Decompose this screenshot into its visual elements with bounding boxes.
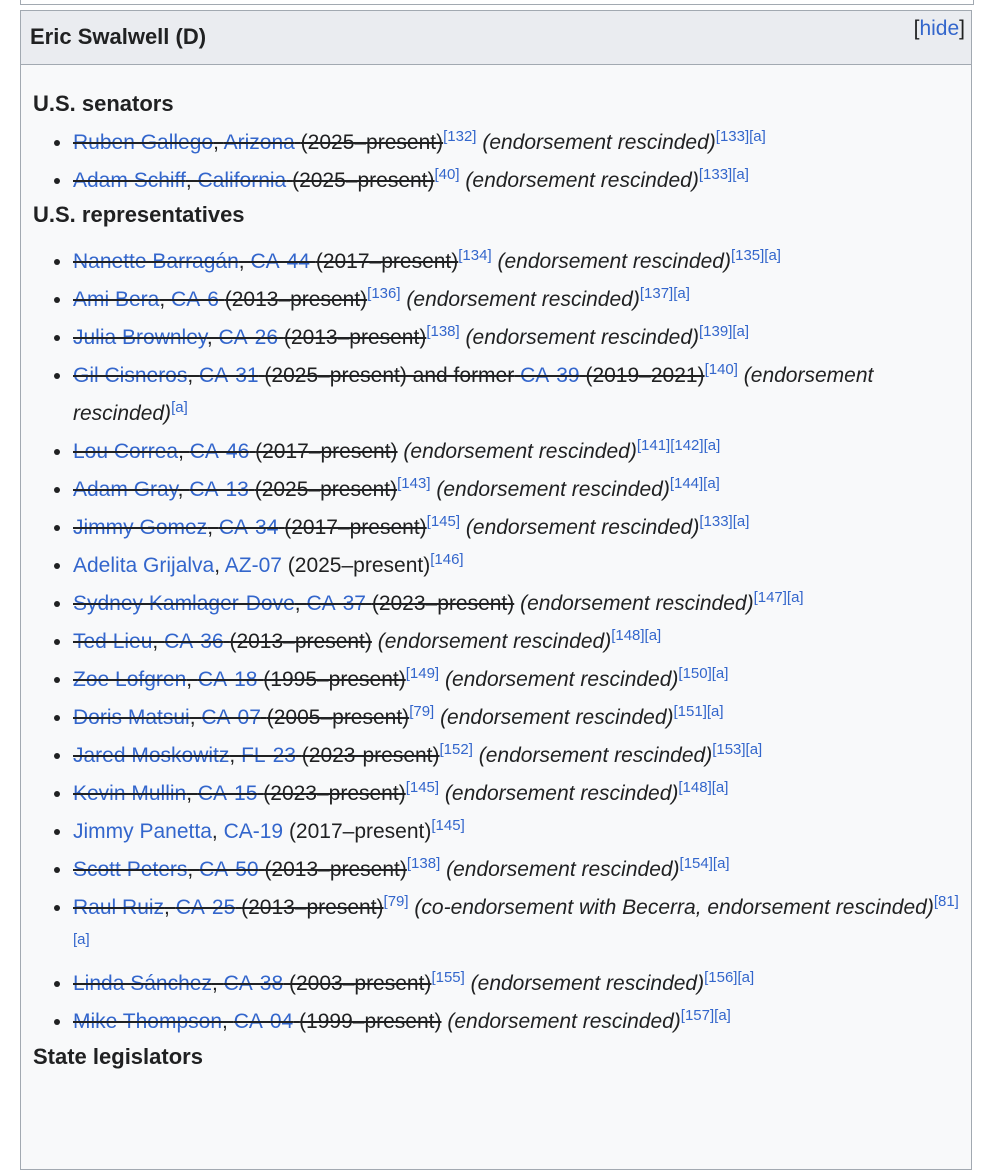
district-link[interactable]: CA-36: [164, 630, 224, 653]
endorsement-note: (endorsement rescinded): [406, 288, 640, 311]
reference-link[interactable]: [145]: [431, 817, 465, 834]
district-link[interactable]: CA-38: [223, 972, 284, 995]
endorsement-note: (endorsement rescinded): [436, 478, 670, 501]
reference-link[interactable]: [146]: [430, 551, 464, 568]
list-item: [73, 509, 959, 547]
district-link[interactable]: CA-18: [197, 668, 258, 691]
list-item: [73, 319, 959, 357]
entry-main: Adam Schiff, California (2025–present): [73, 169, 435, 192]
list-item: [73, 281, 959, 319]
district-link[interactable]: CA-37: [306, 592, 366, 615]
reference-link[interactable]: [81][a]: [73, 893, 959, 948]
person-link[interactable]: Raul Ruiz: [73, 896, 165, 919]
endorsement-note: (endorsement rescinded): [444, 668, 679, 691]
person-link[interactable]: Scott Peters: [73, 858, 188, 881]
entry-main: Sydney Kamlager-Dove, CA-37 (2023–present): [73, 592, 515, 615]
person-link[interactable]: Doris Matsui: [73, 706, 190, 729]
reference-link[interactable]: [148][a]: [678, 779, 729, 796]
box-title: Eric Swalwell (D): [30, 24, 207, 49]
box-content: [21, 90, 971, 1071]
reference-link[interactable]: [153][a]: [712, 741, 763, 758]
entry-main: Jimmy Gomez, CA-34 (2017–present): [73, 516, 427, 539]
reference-link[interactable]: [40]: [434, 166, 460, 183]
district-link[interactable]: CA-19: [223, 820, 284, 843]
reference-link[interactable]: [150][a]: [678, 665, 729, 682]
endorsement-note: (endorsement rescinded): [444, 782, 679, 805]
list-item: [73, 737, 959, 775]
person-link[interactable]: Lou Correa: [73, 440, 179, 463]
reference-link[interactable]: [154][a]: [679, 855, 730, 872]
term: (2013–present): [224, 288, 368, 311]
term: (2017–present): [288, 820, 432, 843]
district-link[interactable]: Arizona: [223, 131, 295, 154]
endorsements-box: [20, 10, 972, 1170]
reference-link[interactable]: [152]: [439, 741, 473, 758]
list-item: [73, 547, 959, 585]
term: (2025–present): [287, 554, 431, 577]
heading-state-legislators: State legislators: [33, 1044, 203, 1069]
endorsement-note: (endorsement rescinded): [470, 972, 705, 995]
list-item: [73, 699, 959, 737]
reference-link[interactable]: [155]: [431, 969, 465, 986]
term: (2017–present): [284, 516, 427, 539]
term: (1999–present): [299, 1010, 442, 1033]
list-item: [73, 851, 959, 889]
reference-link[interactable]: [133][a]: [715, 128, 766, 145]
district-link[interactable]: CA-04: [233, 1010, 294, 1033]
endorsement-note: (endorsement rescinded): [465, 326, 699, 349]
person-link[interactable]: Jared Moskowitz: [73, 744, 230, 767]
term: (2023–present): [263, 782, 406, 805]
reference-link[interactable]: [140]: [704, 361, 738, 378]
term: (2023–present): [371, 592, 515, 615]
entry-main: Scott Peters, CA-50 (2013–present): [73, 858, 407, 881]
reference-link[interactable]: [138]: [426, 323, 460, 340]
reference-link[interactable]: [147][a]: [753, 589, 804, 606]
district-link[interactable]: CA-50: [199, 858, 259, 881]
district-link[interactable]: CA-6: [171, 288, 219, 311]
person-link[interactable]: Jimmy Gomez: [73, 516, 208, 539]
term: (2017–present): [315, 250, 459, 273]
district-link[interactable]: AZ-07: [224, 554, 282, 577]
heading-representatives: U.S. representatives: [33, 202, 245, 227]
hide-toggle: [hide]: [913, 17, 965, 40]
entry-main: Kevin Mullin, CA-15 (2023–present): [73, 782, 406, 805]
endorsement-note: (endorsement rescinded): [520, 592, 754, 615]
reference-link[interactable]: [138]: [406, 855, 441, 872]
reference-link[interactable]: [139][a]: [699, 323, 750, 340]
person-link[interactable]: Julia Brownley: [73, 326, 207, 349]
list-item: [73, 162, 959, 200]
term: (2025–present): [254, 478, 398, 501]
entry-main: Jimmy Panetta, CA-19 (2017–present): [73, 820, 432, 843]
hide-link[interactable]: hide: [919, 17, 960, 40]
term: (2023-present): [301, 744, 440, 767]
reference-link[interactable]: [79]: [409, 703, 435, 720]
entry-main: Doris Matsui, CA-07 (2005–present): [73, 706, 410, 729]
endorsement-note: (endorsement rescinded): [446, 858, 680, 881]
reference-link[interactable]: [149]: [405, 665, 440, 682]
person-link[interactable]: Zoe Lofgren: [73, 668, 187, 691]
term: (2017–present): [255, 440, 398, 463]
reference-link[interactable]: [133][a]: [699, 513, 750, 530]
reference-link[interactable]: [136]: [367, 285, 401, 302]
list-item: [73, 124, 959, 162]
entry-main: Nanette Barragán, CA-44 (2017–present): [73, 250, 459, 273]
reference-link[interactable]: [145]: [426, 513, 461, 530]
term: (2005–present): [266, 706, 410, 729]
list-item: [73, 585, 959, 623]
term: (2025–present) and former: [264, 364, 515, 387]
term: (2025–present): [300, 131, 444, 154]
list-item: [73, 813, 959, 851]
list-item: [73, 889, 959, 965]
term: (2025–present): [292, 169, 435, 192]
list-item: [73, 433, 959, 471]
reference-link[interactable]: [135][a]: [730, 247, 781, 264]
list-item: [73, 243, 959, 281]
endorsement-note: (endorsement rescinded): [482, 131, 716, 154]
list-item: [73, 965, 959, 1003]
senators-list: [33, 124, 959, 200]
reference-link[interactable]: [133][a]: [698, 166, 749, 183]
district-link[interactable]: FL-23: [241, 744, 296, 767]
endorsement-note: (endorsement rescinded): [403, 440, 637, 463]
list-item: [73, 357, 959, 433]
person-link[interactable]: Kevin Mullin: [73, 782, 187, 805]
endorsement-note: (endorsement rescinded): [73, 364, 874, 425]
term: (1995–present): [263, 668, 406, 691]
entry-main: Jared Moskowitz, FL-23 (2023-present): [73, 744, 440, 767]
term: (2013–present): [264, 858, 407, 881]
person-link[interactable]: Ruben Gallego: [73, 131, 214, 154]
reference-link[interactable]: [132]: [443, 128, 477, 145]
reference-link[interactable]: [157][a]: [680, 1007, 731, 1024]
entry-main: Lou Correa, CA-46 (2017–present): [73, 440, 398, 463]
district-link[interactable]: CA-13: [189, 478, 249, 501]
district-link[interactable]: CA-31: [199, 364, 259, 387]
endorsement-note: (co-endorsement with Becerra, endorsement rescinded): [414, 896, 934, 919]
endorsement-note: (endorsement rescinded): [465, 169, 699, 192]
district-link[interactable]: CA-46: [189, 440, 250, 463]
endorsement-note: (endorsement rescinded): [377, 630, 612, 653]
reference-link[interactable]: [151][a]: [673, 703, 724, 720]
entry-main: Adam Gray, CA-13 (2025–present): [73, 478, 398, 501]
reference-link[interactable]: [a]: [171, 399, 188, 416]
person-link[interactable]: Linda Sánchez: [73, 972, 212, 995]
person-link[interactable]: Nanette Barragán: [73, 250, 239, 273]
endorsement-note: (endorsement rescinded): [497, 250, 731, 273]
person-link[interactable]: Adam Gray: [73, 478, 178, 501]
list-item: [73, 623, 959, 661]
person-link[interactable]: Adelita Grijalva: [73, 554, 215, 577]
box-header: [21, 11, 971, 65]
person-link[interactable]: Mike Thompson: [73, 1010, 223, 1033]
entry-main: Ted Lieu, CA-36 (2013–present): [73, 630, 372, 653]
district-link[interactable]: CA-34: [218, 516, 279, 539]
district-link[interactable]: CA-26: [218, 326, 279, 349]
reference-link[interactable]: [79]: [383, 893, 409, 910]
list-item: [73, 775, 959, 813]
term: (2013–present): [283, 326, 427, 349]
person-link[interactable]: Gil Cisneros: [73, 364, 188, 387]
term: (2019–2021): [585, 364, 705, 387]
entry-main: Linda Sánchez, CA-38 (2003–present): [73, 972, 432, 995]
list-item: [73, 661, 959, 699]
entry-main: Mike Thompson, CA-04 (1999–present): [73, 1010, 442, 1033]
entry-main: Raul Ruiz, CA-25 (2013–present): [73, 896, 384, 919]
reference-link[interactable]: [148][a]: [611, 627, 662, 644]
heading-senators: U.S. senators: [33, 91, 174, 116]
endorsement-note: (endorsement rescinded): [465, 516, 700, 539]
list-item: [73, 1003, 959, 1041]
reference-link[interactable]: [143]: [397, 475, 431, 492]
reference-link[interactable]: [134]: [458, 247, 492, 264]
district-link[interactable]: CA-39: [520, 364, 580, 387]
list-item: [73, 471, 959, 509]
representatives-list: [33, 243, 959, 1041]
entry-main: Ami Bera, CA-6 (2013–present): [73, 288, 368, 311]
previous-box-edge: [20, 0, 974, 5]
district-link[interactable]: CA-25: [175, 896, 236, 919]
reference-link[interactable]: [141][142][a]: [636, 437, 721, 454]
person-link[interactable]: Jimmy Panetta: [73, 820, 212, 843]
reference-link[interactable]: [145]: [405, 779, 440, 796]
district-link[interactable]: CA-07: [201, 706, 261, 729]
endorsement-note: (endorsement rescinded): [447, 1010, 681, 1033]
entry-main: Adelita Grijalva, AZ-07 (2025–present): [73, 554, 431, 577]
person-link[interactable]: Ami Bera: [73, 288, 160, 311]
entry-main: Zoe Lofgren, CA-18 (1995–present): [73, 668, 406, 691]
entry-main: Julia Brownley, CA-26 (2013–present): [73, 326, 427, 349]
term: (2013–present): [229, 630, 372, 653]
entry-main: Gil Cisneros, CA-31 (2025–present) and former CA-39 (2019–2021): [73, 364, 705, 387]
reference-link[interactable]: [137][a]: [639, 285, 690, 302]
person-link[interactable]: Sydney Kamlager-Dove: [73, 592, 295, 615]
district-link[interactable]: California: [197, 169, 287, 192]
district-link[interactable]: CA-15: [197, 782, 258, 805]
term: (2013–present): [241, 896, 384, 919]
endorsement-note: (endorsement rescinded): [440, 706, 674, 729]
district-link[interactable]: CA-44: [250, 250, 310, 273]
entry-main: Ruben Gallego, Arizona (2025–present): [73, 131, 444, 154]
reference-link[interactable]: [156][a]: [704, 969, 755, 986]
reference-link[interactable]: [144][a]: [669, 475, 720, 492]
person-link[interactable]: Ted Lieu: [73, 630, 153, 653]
endorsement-note: (endorsement rescinded): [478, 744, 713, 767]
term: (2003–present): [289, 972, 432, 995]
person-link[interactable]: Adam Schiff: [73, 169, 186, 192]
